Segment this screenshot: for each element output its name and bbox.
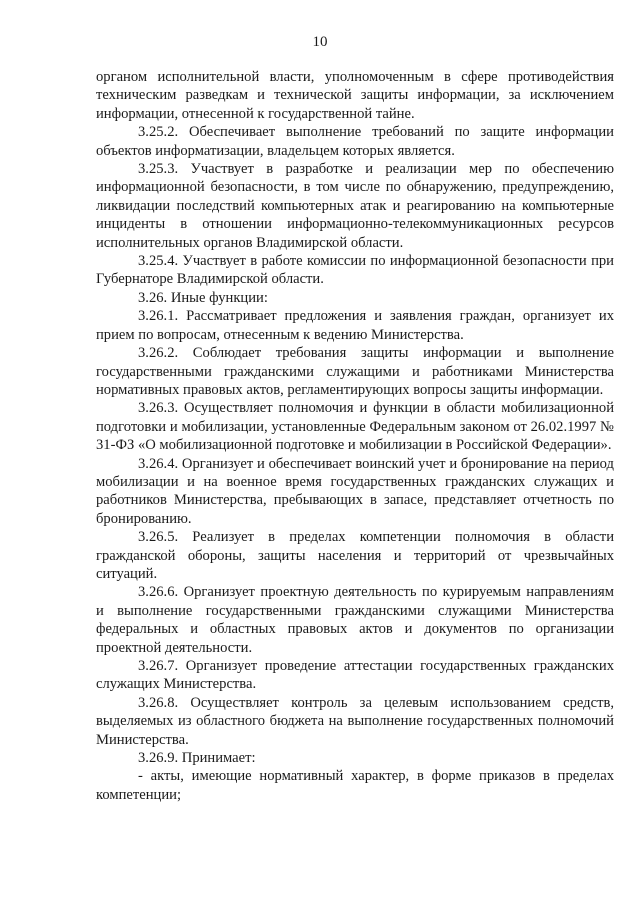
paragraph: 3.26.6. Организует проектную деятельность по курируемым направлениям и выполнение государственными гражданскими служащими Министерства федеральных и областных правовых актов и документов по организации проектной деятельности. xyxy=(96,584,614,656)
paragraph: 3.26.1. Рассматривает предложения и заявления граждан, организует их прием по вопросам, отнесенным к ведению Министерства. xyxy=(96,308,614,343)
paragraph: органом исполнительной власти, уполномоченным в сфере противодействия техническим разведкам и технической защиты информации, за исключением информации, отнесенной к государственной тайне. xyxy=(96,69,614,122)
paragraph: 3.26.4. Организует и обеспечивает воинский учет и бронирование на период мобилизации и на военное время государственных гражданских служащих и работников Министерства, пребывающих в запасе, представляет отчетность по бронированию. xyxy=(96,455,614,527)
paragraph: 3.26.3. Осуществляет полномочия и функции в области мобилизационной подготовки и мобилизации, установленные Федеральным законом от 26.02.1997 № 31-ФЗ «О мобилизационной подготовке и мобилизации в Российской Федерации». xyxy=(96,400,614,454)
paragraph: 3.26.9. Принимает: xyxy=(138,750,256,767)
paragraph: 3.26.5. Реализует в пределах компетенции полномочия в области гражданской обороны, защиты населения и территорий от чрезвычайных ситуаций. xyxy=(96,529,614,582)
paragraph: 3.26.7. Организует проведение аттестации государственных гражданских служащих Министерства. xyxy=(96,658,614,693)
paragraph: 3.25.4. Участвует в работе комиссии по информационной безопасности при Губернаторе Владимирской области. xyxy=(96,253,614,288)
list-item: - акты, имеющие нормативный характер, в форме приказов в пределах компетенции; xyxy=(96,768,614,803)
document-body xyxy=(96,68,614,804)
page-number: 10 xyxy=(312,34,328,50)
paragraph: 3.25.3. Участвует в разработке и реализации мер по обеспечению информационной безопасности, в том числе по обнаружению, предупреждению, ликвидации последствий компьютерных атак и реагированию на компьютерные инциденты в отношении информационно-телекоммуникационных ресурсов исполнительных органов Владимирской области. xyxy=(96,161,614,251)
paragraph: 3.26. Иные функции: xyxy=(138,289,268,306)
paragraph: 3.25.2. Обеспечивает выполнение требований по защите информации объектов информатизации, владельцем которых является. xyxy=(96,124,614,159)
paragraph: 3.26.2. Соблюдает требования защиты информации и выполнение государственными гражданскими служащими и работниками Министерства нормативных правовых актов, регламентирующих вопросы защиты информации. xyxy=(96,345,614,398)
paragraph: 3.26.8. Осуществляет контроль за целевым использованием средств, выделяемых из областного бюджета на выполнение государственных полномочий Министерства. xyxy=(96,694,614,748)
